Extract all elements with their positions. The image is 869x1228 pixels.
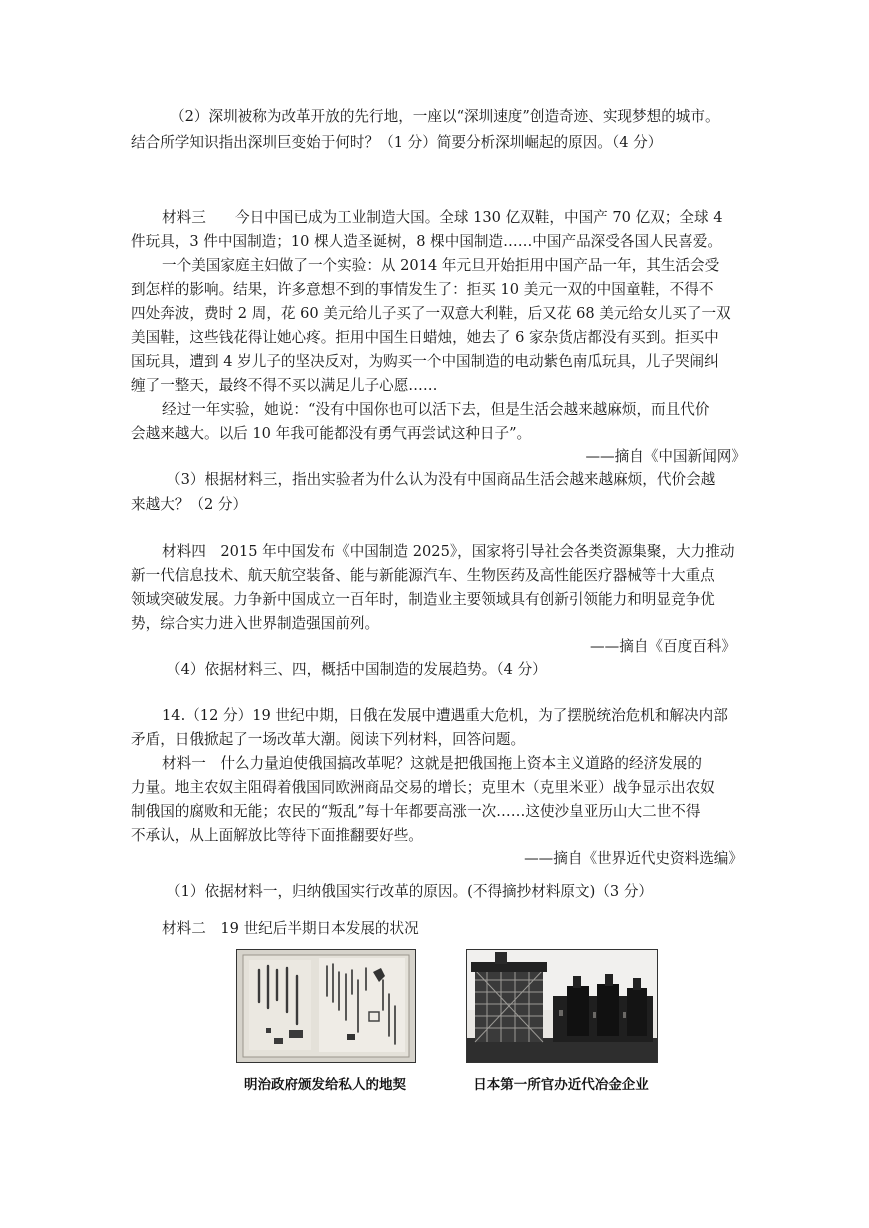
factory-image [467, 950, 657, 1062]
factory-photo [466, 949, 658, 1063]
q13-part2-line1: （2）深圳被称为改革开放的先行地，一座以“深圳速度”创造奇迹、实现梦想的城市。 [170, 108, 720, 125]
material3-line: 会越来越大。以后 10 年我可能都没有勇气再尝试这种日子”。 [131, 425, 532, 442]
q14-intro-line2: 矛盾，日俄掀起了一场改革大潮。阅读下列材料，回答问题。 [131, 731, 526, 748]
material3-line: 经过一年实验，她说：“没有中国你也可以活下去，但是生活会越来越麻烦，而且代价 [162, 401, 710, 418]
material2-title: 材料二 19 世纪后半期日本发展的状况 [162, 920, 419, 937]
material4-line: 新一代信息技术、航天航空装备、能与新能源汽车、生物医药及高性能医疗器械等十大重点 [131, 567, 715, 584]
material1-line: 材料一 什么力量迫使俄国搞改革呢？这就是把俄国拖上资本主义道路的经济发展的 [162, 755, 702, 772]
material3-line: 一个美国家庭主妇做了一个实验：从 2014 年元旦开始拒用中国产品一年，其生活会受 [162, 257, 720, 274]
q13-part3-line1: （3）根据材料三，指出实验者为什么认为没有中国商品生活会越来越麻烦，代价会越 [166, 471, 716, 488]
material1-line: 制俄国的腐败和无能；农民的“叛乱”每十年都要高涨一次……这使沙皇亚历山大二世不得 [131, 803, 701, 820]
material1-source: ——摘自《世界近代史资料选编》 [524, 850, 743, 867]
material1-line: 力量。地主农奴主阻碍着俄国同欧洲商品交易的增长；克里木（克里米亚）战争显示出农奴 [131, 779, 715, 796]
q14-part1: （1）依据材料一，归纳俄国实行改革的原因。(不得摘抄材料原文)（3 分） [166, 883, 654, 900]
land-deed-image [237, 950, 415, 1062]
material4-line: 材料四 2015 年中国发布《中国制造 2025》，国家将引导社会各类资源集聚，大力推动 [162, 543, 735, 560]
material3-line: 到怎样的影响。结果，许多意想不到的事情发生了：拒买 10 美元一双的中国童鞋，不得不 [131, 281, 714, 298]
material3-source: ——摘自《中国新闻网》 [585, 448, 746, 465]
material3-line: 件玩具，3 件中国制造；10 棵人造圣诞树，8 棵中国制造……中国产品深受各国人民喜爱。 [131, 233, 723, 250]
material3-line: 材料三 今日中国已成为工业制造大国。全球 130 亿双鞋，中国产 70 亿双；全球 4 [162, 209, 723, 226]
factory-caption: 日本第一所官办近代冶金企业 [473, 1077, 649, 1093]
land-deed-photo [236, 949, 416, 1063]
q14-intro-line1: 14.（12 分）19 世纪中期，日俄在发展中遭遇重大危机，为了摆脱统治危机和解决内部 [162, 707, 728, 724]
land-deed-caption: 明治政府颁发给私人的地契 [244, 1077, 406, 1093]
material1-line: 不承认，从上面解放比等待下面推翻要好些。 [131, 827, 423, 844]
material3-line: 美国鞋，这些钱花得让她心疼。拒用中国生日蜡烛，她去了 6 家杂货店都没有买到。拒买中 [131, 329, 719, 346]
material4-line: 势，综合实力进入世界制造强国前列。 [131, 615, 380, 632]
material3-line: 缠了一整天，最终不得不买以满足儿子心愿…… [131, 377, 438, 394]
q13-part2-line2: 结合所学知识指出深圳巨变始于何时？（1 分）简要分析深圳崛起的原因。（4 分） [131, 134, 663, 151]
material3-line: 国玩具，遭到 4 岁儿子的坚决反对，为购买一个中国制造的电动紫色南瓜玩具，儿子哭闹纠 [131, 353, 719, 370]
material4-source: ——摘自《百度百科》 [590, 638, 736, 655]
q13-part4: （4）依据材料三、四，概括中国制造的发展趋势。（4 分） [166, 661, 547, 678]
q13-part3-line2: 来越大？（2 分） [131, 496, 248, 513]
material4-line: 领域突破发展。力争新中国成立一百年时，制造业主要领域具有创新引领能力和明显竞争优 [131, 591, 715, 608]
material3-line: 四处奔波，费时 2 周，花 60 美元给儿子买了一双意大利鞋，后又花 68 美元给女儿买了一双 [131, 305, 731, 322]
